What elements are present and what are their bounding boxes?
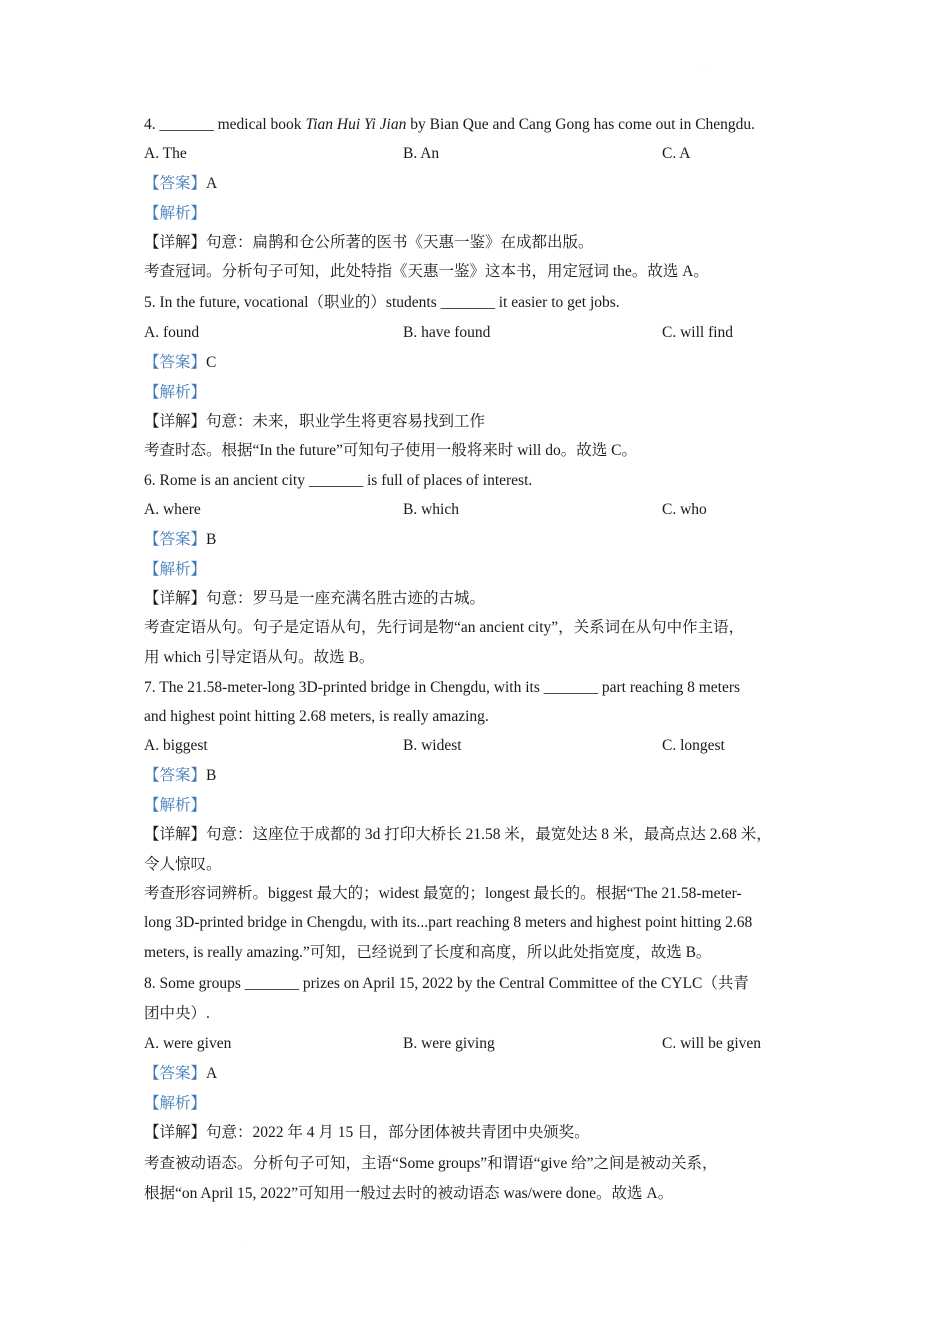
detail-tag: 【详解】 <box>144 234 207 251</box>
question-6-explanation: 考查定语从句。句子是定语从句，先行词是物“an ancient city”，关系词在从句中作主语， <box>144 619 745 636</box>
question-7-detail-cont: 令人惊叹。 <box>144 856 222 873</box>
question-7-analysis-tag: 【解析】 <box>144 797 207 814</box>
question-8-explanation: 根据“on April 15, 2022”可知用一般过去时的被动语态 was/were done。故选 A。 <box>144 1185 674 1202</box>
answer-tag: 【答案】 <box>144 1065 207 1082</box>
detail-text: 句意：扁鹊和仓公所著的医书《天惠一鉴》在成都出版。 <box>206 234 594 251</box>
question-7-explanation: meters, is really amazing.”可知，已经说到了长度和高度，所以此处指宽度，故选 B。 <box>144 944 712 961</box>
question-8-explanation: 考查被动语态。分析句子可知，主语“Some groups”和谓语“give 给”之间是被动关系， <box>144 1155 718 1172</box>
detail-tag: 【详解】 <box>144 826 207 843</box>
detail-tag: 【详解】 <box>144 413 207 430</box>
detail-tag: 【详解】 <box>144 590 207 607</box>
question-8-stem: 团中央）. <box>144 1005 210 1022</box>
answer-tag: 【答案】 <box>144 175 207 192</box>
page-speck: · <box>242 1244 244 1250</box>
answer-tag: 【答案】 <box>144 767 207 784</box>
question-6-option-a: A. where <box>144 501 201 518</box>
question-4-option-a: A. The <box>144 145 187 162</box>
question-8-answer <box>144 1064 217 1084</box>
question-8-option-c: C. will be given <box>662 1035 762 1052</box>
question-7-option-c: C. longest <box>662 737 725 754</box>
question-5-option-b: B. have found <box>403 324 491 341</box>
question-7-detail <box>144 825 772 845</box>
question-4-detail <box>144 233 594 253</box>
question-5-option-a: A. found <box>144 324 200 341</box>
answer-value: A <box>206 1065 218 1082</box>
question-6-stem: 6. Rome is an ancient city _______ is full of places of interest. <box>144 472 533 489</box>
question-6-option-c: C. who <box>662 501 707 518</box>
page-speck: · <box>703 66 705 72</box>
question-4-analysis-tag: 【解析】 <box>144 205 207 222</box>
question-7-stem: 7. The 21.58-meter-long 3D-printed bridge in Chengdu, with its _______ part reaching 8 meters <box>144 679 741 696</box>
question-4-option-b: B. An <box>403 145 440 162</box>
question-5-stem: 5. In the future, vocational（职业的）students _______ it easier to get jobs. <box>144 294 620 311</box>
question-5-option-c: C. will find <box>662 324 734 341</box>
question-4-answer <box>144 174 217 194</box>
question-4-explanation: 考查冠词。分析句子可知，此处特指《天惠一鉴》这本书，用定冠词 the。故选 A。 <box>144 263 709 280</box>
answer-tag: 【答案】 <box>144 354 207 371</box>
answer-value: B <box>206 767 217 784</box>
question-8-option-a: A. were given <box>144 1035 232 1052</box>
detail-text: 句意：这座位于成都的 3d 打印大桥长 21.58 米，最宽处达 8 米，最高点达 2.68 米， <box>206 826 772 843</box>
question-4-stem-post: by Bian Que and Cang Gong has come out in Chengdu. <box>406 116 756 133</box>
question-6-option-b: B. which <box>403 501 459 518</box>
question-5-detail <box>144 412 485 432</box>
answer-tag: 【答案】 <box>144 531 207 548</box>
question-7-option-b: B. widest <box>403 737 462 754</box>
detail-text: 句意：未来，职业学生将更容易找到工作 <box>206 413 486 430</box>
question-7-answer <box>144 766 216 786</box>
question-8-option-b: B. were giving <box>403 1035 495 1052</box>
answer-value: A <box>206 175 218 192</box>
question-7-explanation: 考查形容词辨析。biggest 最大的；widest 最宽的；longest 最长的。根据“The 21.58-meter- <box>144 885 742 902</box>
question-7-option-a: A. biggest <box>144 737 208 754</box>
question-5-answer <box>144 353 216 373</box>
question-4-book-title: Tian Hui Yi Jian <box>305 116 407 133</box>
question-6-answer <box>144 530 216 550</box>
question-8-detail <box>144 1123 590 1143</box>
question-5-analysis-tag: 【解析】 <box>144 384 207 401</box>
question-4-stem <box>144 115 755 135</box>
question-4-option-c: C. A <box>662 145 691 162</box>
question-7-explanation: long 3D-printed bridge in Chengdu, with its...part reaching 8 meters and highest point hitting 2.68 <box>144 914 753 931</box>
answer-value: C <box>206 354 217 371</box>
question-6-explanation: 用 which 引导定语从句。故选 B。 <box>144 649 375 666</box>
question-5-explanation: 考查时态。根据“In the future”可知句子使用一般将来时 will do。故选 C。 <box>144 442 637 459</box>
question-7-stem: and highest point hitting 2.68 meters, is really amazing. <box>144 708 489 725</box>
question-8-analysis-tag: 【解析】 <box>144 1095 207 1112</box>
detail-tag: 【详解】 <box>144 1124 207 1141</box>
question-8-stem: 8. Some groups _______ prizes on April 15, 2022 by the Central Committee of the CYLC（共青 <box>144 975 749 992</box>
question-4-stem-pre: 4. _______ medical book <box>144 116 306 133</box>
detail-text: 句意：2022 年 4 月 15 日，部分团体被共青团中央颁奖。 <box>206 1124 590 1141</box>
question-6-detail <box>144 589 485 609</box>
question-6-analysis-tag: 【解析】 <box>144 561 207 578</box>
answer-value: B <box>206 531 217 548</box>
detail-text: 句意：罗马是一座充满名胜古迹的古城。 <box>206 590 486 607</box>
